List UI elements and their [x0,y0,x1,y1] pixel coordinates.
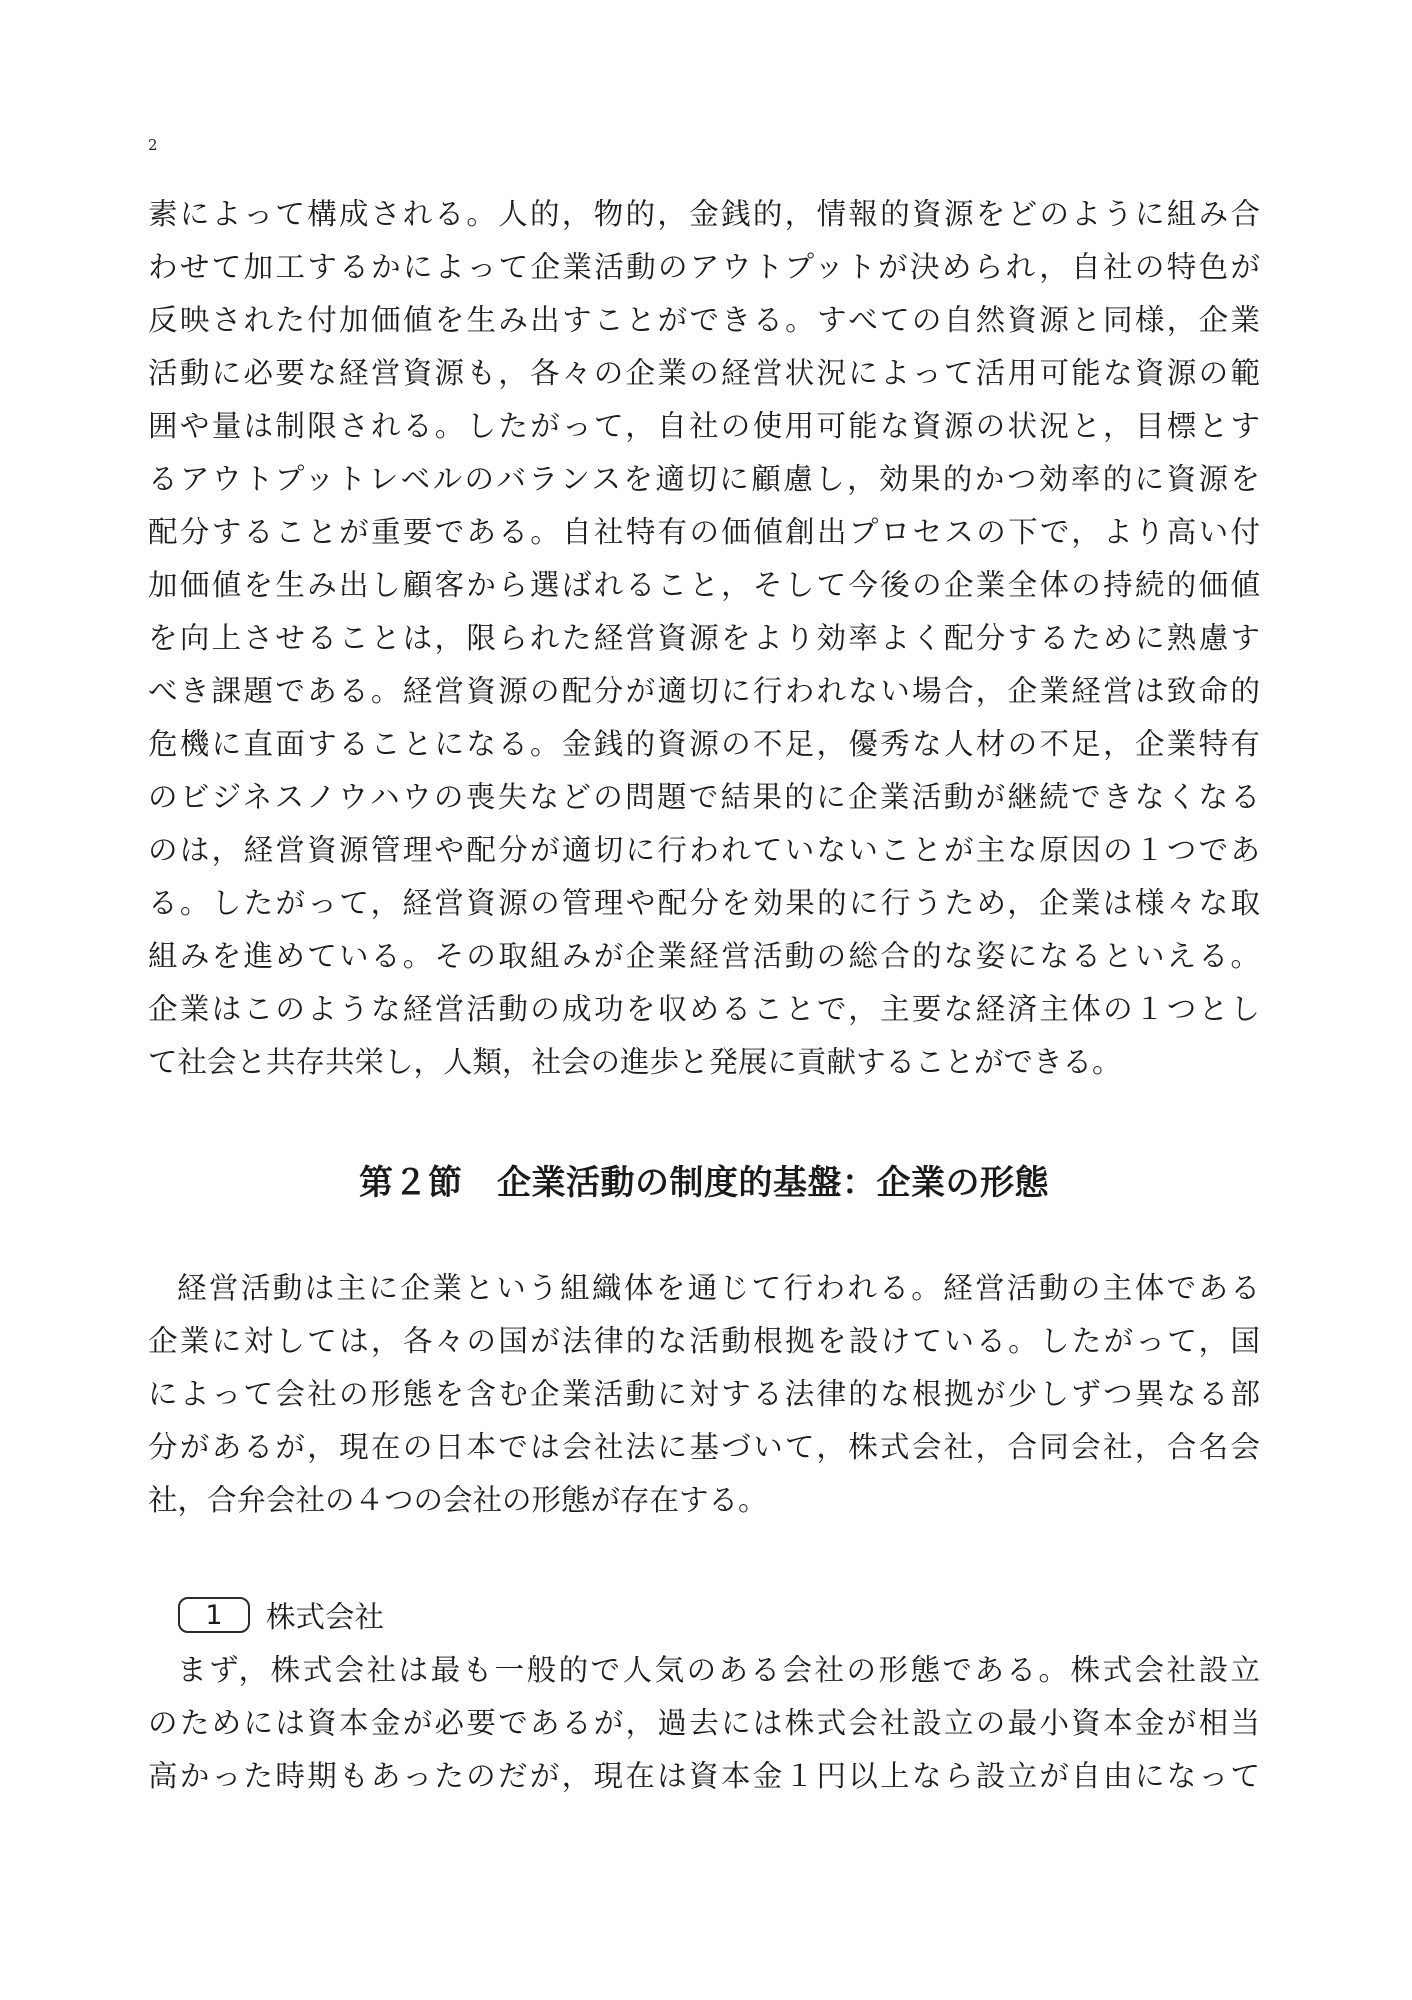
paragraph-line: わせて加工するかによって企業活動のアウトプットが決められ，自社の特色が [148,250,1260,284]
paragraph-line: のビジネスノウハウの喪失などの問題で結果的に企業活動が継続できなくなる [148,780,1260,814]
separator: ， [1134,1430,1167,1464]
term-gomei-kaisha-part-1: 合名会 [1166,1430,1260,1464]
paragraph-line: るアウトプットレベルのバランスを適切に顧慮し，効果的かつ効率的に資源を [148,462,1260,496]
term-kabushiki-kaisha: 株式会社 [270,1653,399,1687]
paragraph-resources [148,188,1260,1089]
line-text: 分があるが，現在の日本では会社法に基づいて， [148,1430,849,1464]
paragraph-line [148,1474,1260,1527]
subsection-title: 株式会社 [266,1600,385,1634]
paragraph-line: 活動に必要な経営資源も，各々の企業の経営状況によって活用可能な資源の範 [148,356,1260,390]
separator: ， [975,1430,1008,1464]
paragraph-line: べき課題である。経営資源の配分が適切に行われない場合，企業経営は致命的 [148,674,1260,708]
paragraph-company-forms [148,1262,1260,1527]
term-gomei-kaisha-part-2: 社 [148,1483,178,1517]
paragraph-line: 素によって構成される。人的，物的，金銭的，情報的資源をどのように組み合 [148,197,1260,231]
paragraph-line: のためには資本金が必要であるが，過去には株式会社設立の最小資本金が相当 [148,1706,1260,1740]
paragraph-line: 企業に対しては，各々の国が法律的な活動根拠を設けている。したがって，国 [148,1324,1260,1358]
paragraph-line: のは，経営資源管理や配分が適切に行われていないことが主な原因の１つであ [148,833,1260,867]
subsection-number-box: 1 [178,1597,250,1633]
line-text: の４つの会社の形態が存在する。 [325,1483,768,1517]
paragraph-line [148,1644,1260,1697]
paragraph-kabushiki-kaisha [148,1644,1260,1803]
paragraph-line: 危機に直面することになる。金銭的資源の不足，優秀な人材の不足，企業特有 [148,727,1260,761]
paragraph-line: 反映された付加価値を生み出すことができる。すべての自然資源と同様，企業 [148,303,1260,337]
term-kabushiki-kaisha: 株式会社 [848,1430,976,1464]
paragraph-line: 組みを進めている。その取組みが企業経営活動の総合的な姿になるといえる。 [148,939,1260,973]
term-godo-kaisha: 合同会社 [1007,1430,1135,1464]
paragraph-line: 加価値を生み出し顧客から選ばれること，そして今後の企業全体の持続的価値 [148,568,1260,602]
paragraph-line: 配分することが重要である。自社特有の価値創出プロセスの下で，より高い付 [148,515,1260,549]
paragraph-line: て社会と共存共栄し，人類，社会の進歩と発展に貢献することができる。 [148,1045,1122,1079]
line-text: まず， [177,1653,271,1687]
page-number: 2 [148,136,158,154]
section-heading: 第２節 企業活動の制度的基盤：企業の形態 [359,1163,1049,1203]
paragraph-line: を向上させることは，限られた経営資源をより効率よく配分するために熟慮す [148,621,1260,655]
paragraph-line: 経営活動は主に企業という組織体を通じて行われる。経営活動の主体である [177,1271,1260,1305]
paragraph-line [148,1421,1260,1474]
line-text: は最も一般的で人気のある会社の形態である。株式会社設立 [398,1653,1260,1687]
term-goben-kaisha: 合弁会社 [207,1483,326,1517]
subsection-heading [178,1592,384,1638]
paragraph-line: によって会社の形態を含む企業活動に対する法律的な根拠が少しずつ異なる部 [148,1377,1260,1411]
paragraph-line: る。したがって，経営資源の管理や配分を効果的に行うため，企業は様々な取 [148,886,1260,920]
separator: ， [177,1483,208,1517]
paragraph-line: 企業はこのような経営活動の成功を収めることで，主要な経済主体の１つとし [148,992,1260,1026]
paragraph-line: 高かった時期もあったのだが，現在は資本金１円以上なら設立が自由になって [148,1759,1260,1793]
paragraph-line: 囲や量は制限される。したがって，自社の使用可能な資源の状況と，目標とす [148,409,1260,443]
